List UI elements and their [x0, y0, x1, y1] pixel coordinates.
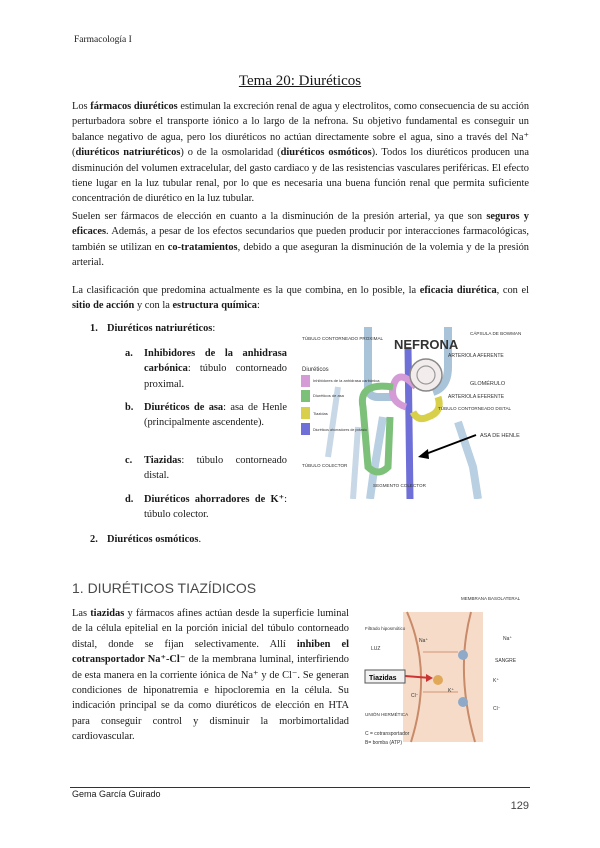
transporter-c — [433, 675, 443, 685]
classification-item-2 — [90, 532, 290, 547]
label-membrana: MEMBRANA BASOLATERAL — [461, 596, 521, 601]
classification-item-1 — [90, 321, 290, 336]
legend-title: Diuréticos — [302, 367, 329, 373]
subitem-d — [125, 492, 287, 523]
label-arteriola-aferente: ARTERIOLA AFERENTE — [448, 353, 504, 359]
section-paragraph: Las tiazidas y fármacos afines actúan desde la superficie luminal de la célula epitelial en la porción inicial del túbulo contorneado distal, donde se fijan selectivamente. Allí inhiben el cotransportador Na⁺-Cl⁻ de la membrana luminal, interfiriendo de esta manera en la corriente iónica de Na⁺ y de Cl⁻. Se generan condiciones de hiponatremia e hipocloremia en la célula. Su indicación principal se da como diuréticos de elección en HTA para conseguir control y disminuir la morbimortalidad cardiovascular. — [72, 608, 350, 743]
item-label: Diuréticos osmóticos — [107, 534, 199, 545]
cell-transport-figure — [363, 592, 530, 752]
legend-label: Diuréticos ahorradores de potasio — [313, 428, 367, 432]
label-segmento-colector: SEGMENTO COLECTOR — [373, 483, 426, 488]
page-number: 129 — [510, 800, 529, 812]
subitem-b — [125, 400, 287, 431]
subitem-text: Tiazidas: túbulo contorneado distal. — [144, 455, 287, 482]
subitem-letter: d. — [125, 494, 134, 505]
intro-paragraph-2: Suelen ser fármacos de elección en cuanto a la disminución de la presión arterial, ya que son seguros y eficaces. Además, a pesar de los efectos secundarios que pueden producir por interacciones farmacológicas, también se utilizan en co-tratamientos, debido a que aseguran la disminución de la volemia y de la presión arterial. — [72, 211, 529, 269]
label-tubulo-colector: TÚBULO COLECTOR — [302, 463, 348, 468]
legend-c: C = cotransportador — [365, 731, 410, 737]
figure-title: NEFRONA — [394, 337, 459, 352]
label-luz: LUZ — [371, 646, 381, 652]
label-sangre: SANGRE — [495, 658, 517, 664]
subitem-text: Diuréticos de asa: asa de Henle (principalmente ascendente). — [144, 402, 287, 429]
footer-author: Gema García Guirado — [72, 789, 161, 799]
label-tubulo-proximal: TÚBULO CONTORNEADO PROXIMAL — [302, 336, 384, 341]
intro-paragraph-1: Los fármacos diuréticos estimulan la excreción renal de agua y electrolitos, como consecuencia de su acción perturbadora sobre el transporte iónico a lo largo de la nefrona. Su objetivo fundamental es conseguir un balance negativo de agua, pero los diuréticos no actúan directamente sobre el agua, sino a través del Na⁺ (diuréticos natriuréticos) o de la osmolaridad (diuréticos osmóticos). Todos los diuréticos producen una disminución del volumen extracelular, del gasto cardiaco y de las resistencias vasculares periféricas. El efecto tiene lugar en la luz tubular renal, por lo que es necesaria una buena función renal que permita suficiente concentración de diurético en la luz tubular. — [72, 101, 530, 205]
label-arteriola-eferente: ARTERIOLA EFERENTE — [448, 394, 505, 400]
intro-paragraph-3: La clasificación que predomina actualmente es la que combina, en lo posible, la eficacia diurética, con el sitio de acción y con la estructura química: — [72, 285, 529, 312]
footer-rule — [70, 787, 530, 788]
legend-swatch — [301, 375, 310, 387]
subitem-c — [125, 453, 287, 484]
glomerulus — [410, 359, 442, 391]
thiazide-label: Tiazidas — [369, 675, 397, 682]
legend-swatch — [301, 407, 310, 419]
legend-swatch — [301, 423, 310, 435]
nephron-figure — [298, 327, 530, 499]
legend-swatch — [301, 390, 310, 402]
subitem-letter: c. — [125, 455, 133, 466]
legend-label: Inhibidores de la anhidrasa carbónica — [313, 378, 380, 383]
subitem-text: Inhibidores de la anhidrasa carbónica: túbulo contorneado proximal. — [144, 348, 287, 390]
label-union: UNIÓN HERMÉTICA — [365, 712, 409, 717]
item-suffix: : — [212, 323, 216, 334]
subitem-text: Diuréticos ahorradores de K⁺: túbulo colector. — [144, 494, 287, 521]
pump-b — [458, 650, 468, 660]
ion-na-2: Na⁺ — [503, 636, 513, 642]
ion-k-2: K⁺ — [448, 688, 454, 694]
ion-cl-1: Cl⁻ — [411, 693, 419, 699]
item-label: Diuréticos natriuréticos — [107, 323, 213, 334]
transporter-c — [458, 697, 468, 707]
label-asa-henle: ASA DE HENLE — [480, 433, 520, 439]
section-heading: 1. DIURÉTICOS TIAZÍDICOS — [72, 580, 257, 596]
ion-k-1: K⁺ — [493, 678, 499, 684]
item-number: 2. — [90, 534, 98, 545]
item-number: 1. — [90, 323, 98, 334]
ion-na-1: Na⁺ — [419, 638, 429, 644]
label-glomerulo: GLOMÉRULO — [470, 381, 506, 387]
page-header: Farmacología I — [74, 35, 132, 45]
subitem-a — [125, 346, 287, 392]
item-suffix: . — [198, 534, 202, 545]
subitem-letter: b. — [125, 402, 134, 413]
legend-label: Diuréticos de asa — [313, 393, 344, 398]
label-tubulo-distal: TÚBULO CONTORNEADO DISTAL — [438, 406, 512, 411]
page-title: Tema 20: Diuréticos — [238, 73, 362, 89]
label-capsula: CÁPSULA DE BOWMAN — [470, 331, 522, 336]
legend-label: Tiazidas — [313, 411, 328, 416]
subitem-letter: a. — [125, 348, 133, 359]
ion-cl-2: Cl⁻ — [493, 706, 501, 712]
legend-b: B= bomba (ATP) — [365, 740, 403, 746]
label-filtrado: Filtrado hiposmótico — [365, 626, 406, 631]
